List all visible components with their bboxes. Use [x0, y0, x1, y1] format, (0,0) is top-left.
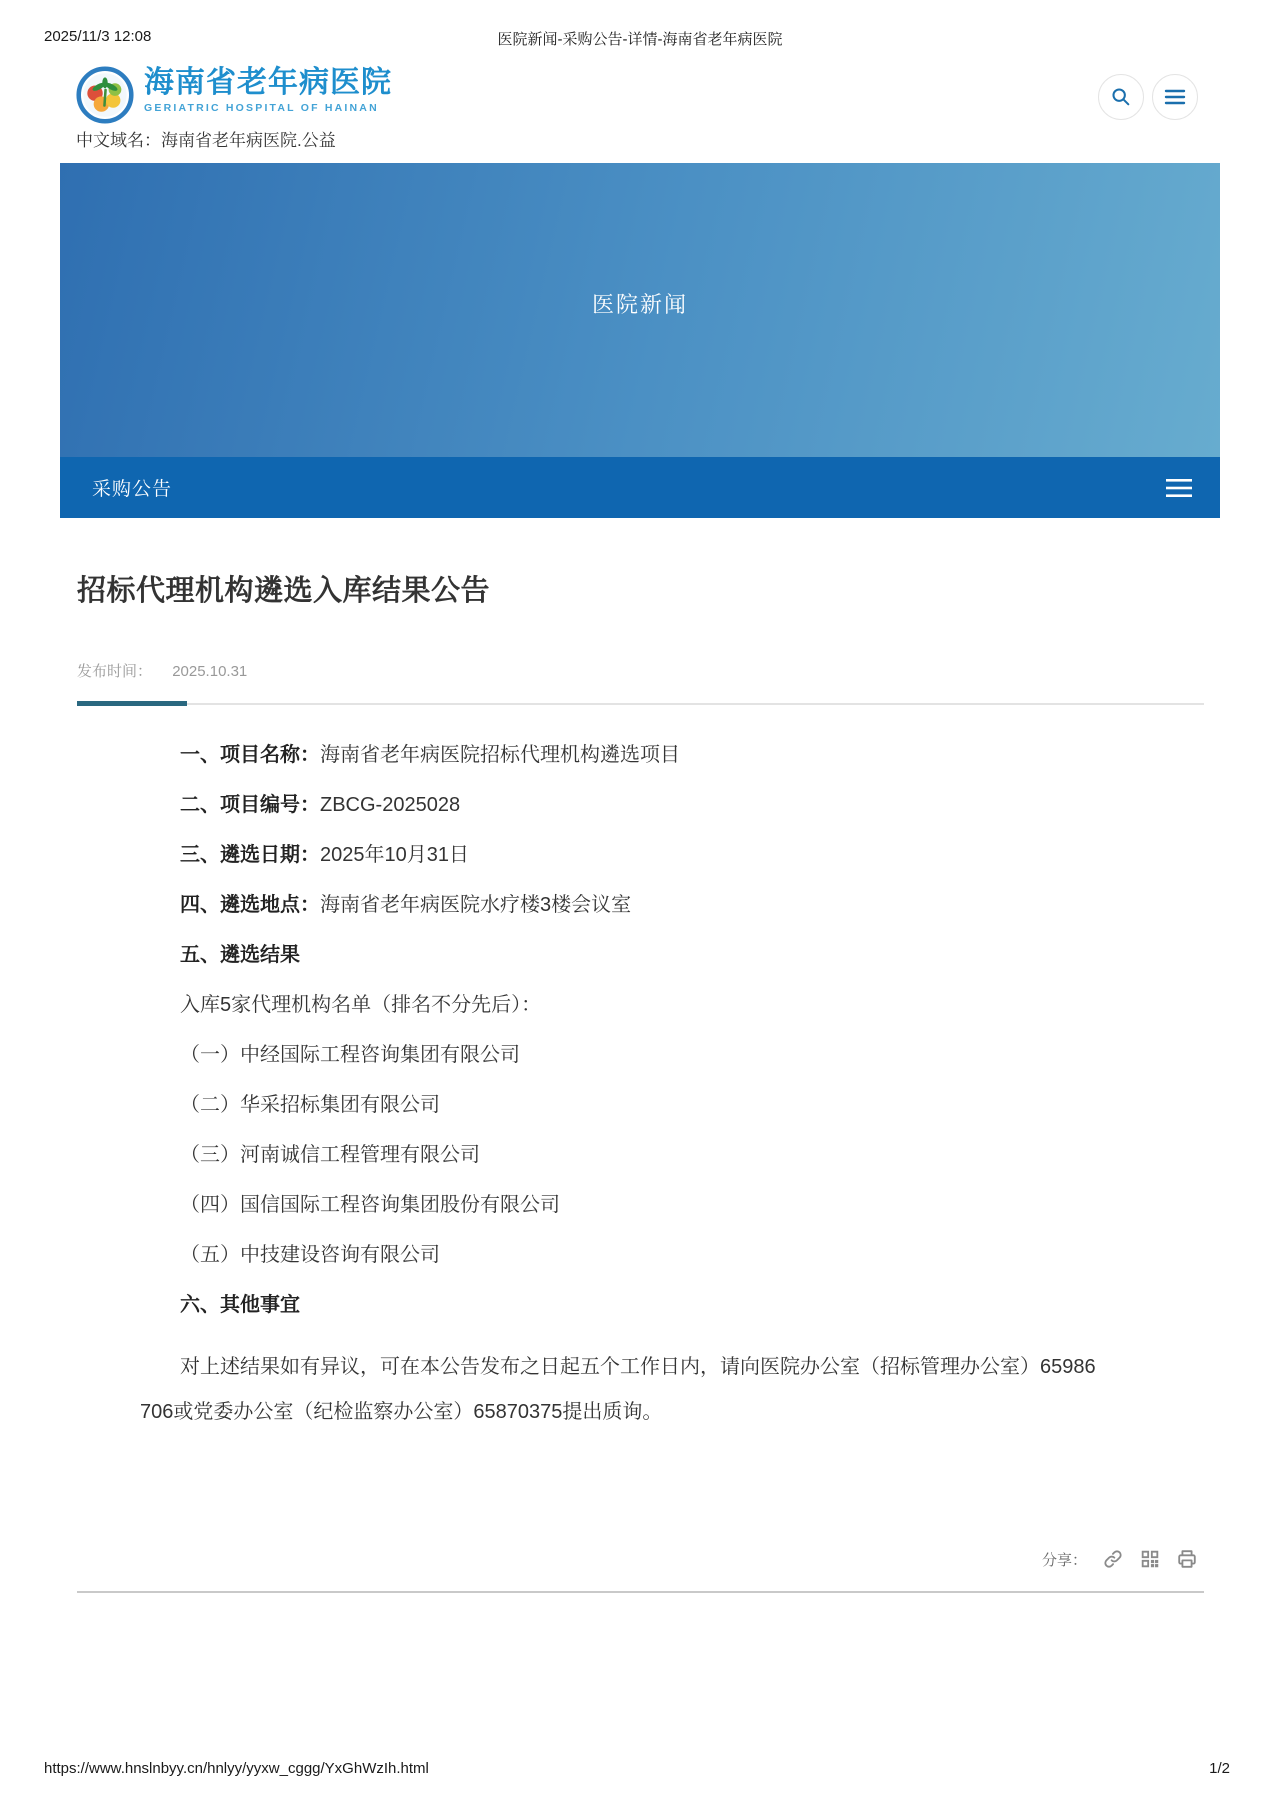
- menu-icon: [1166, 479, 1192, 497]
- paragraph-text: （一）中经国际工程咨询集团有限公司: [180, 1044, 520, 1066]
- print-share-button[interactable]: [1176, 1548, 1198, 1570]
- meta-divider: [77, 703, 1204, 705]
- paragraph-text: 对上述结果如有异议，可在本公告发布之日起五个工作日内，请向医院办公室（招标管理办公室）65986706或党委办公室（纪检监察办公室）65870375提出质询。: [140, 1356, 1096, 1423]
- banner: [60, 163, 1220, 457]
- article-paragraph: [140, 795, 1140, 815]
- article-paragraph: [140, 945, 1140, 965]
- article-paragraph: [140, 995, 1140, 1015]
- article-paragraph: [140, 1045, 1140, 1065]
- paragraph-text: 2025年10月31日: [320, 844, 469, 866]
- category-bar: [60, 457, 1220, 518]
- article-paragraph: [140, 1345, 1102, 1435]
- qrcode-icon: [1139, 1548, 1161, 1570]
- article-paragraph: [140, 745, 1140, 765]
- share-label: 分享：: [1041, 1551, 1087, 1569]
- menu-button[interactable]: [1152, 74, 1198, 120]
- paragraph-text: （五）中技建设咨询有限公司: [180, 1244, 440, 1266]
- menu-icon: [1164, 88, 1186, 106]
- logo-text: [144, 66, 392, 114]
- article-paragraph: [140, 895, 1140, 915]
- copy-link-button[interactable]: [1102, 1548, 1124, 1570]
- paragraph-label: 一、项目名称：: [180, 744, 320, 766]
- paragraph-text: （二）华采招标集团有限公司: [180, 1094, 440, 1116]
- paragraph-label: 四、遴选地点：: [180, 894, 320, 916]
- article-paragraph: [140, 845, 1140, 865]
- paragraph-text: 海南省老年病医院招标代理机构遴选项目: [320, 744, 680, 766]
- share-bar: [1042, 1548, 1198, 1570]
- paragraph-text: （三）河南诚信工程管理有限公司: [180, 1144, 480, 1166]
- publish-time-value: 2025.10.31: [172, 663, 248, 680]
- article-paragraph: [140, 1145, 1140, 1165]
- article-paragraph: [140, 1245, 1140, 1265]
- paragraph-label: 三、遴选日期：: [180, 844, 320, 866]
- paragraph-text: 入库5家代理机构名单（排名不分先后）：: [180, 994, 542, 1016]
- article-paragraph: [140, 1095, 1140, 1115]
- category-label: 采购公告: [92, 479, 173, 500]
- article-title: 招标代理机构遴选入库结果公告: [77, 575, 491, 607]
- domain-label: 中文域名：海南省老年病医院.公益: [76, 131, 336, 150]
- banner-title: 医院新闻: [591, 291, 688, 317]
- paragraph-text: 海南省老年病医院水疗楼3楼会议室: [320, 894, 632, 916]
- paragraph-label: 二、项目编号：: [180, 794, 320, 816]
- footer-page-number: 1/2: [1209, 1760, 1230, 1777]
- article-paragraph: [140, 1295, 1140, 1315]
- printer-icon: [1176, 1548, 1198, 1570]
- hospital-emblem-icon: [76, 66, 134, 124]
- paragraph-text: ZBCG-2025028: [320, 794, 461, 816]
- print-title: 医院新闻-采购公告-详情-海南省老年病医院: [497, 31, 783, 48]
- publish-time-label: 发布时间：: [77, 663, 153, 680]
- print-timestamp: 2025/11/3 12:08: [44, 28, 152, 45]
- publish-meta: [77, 660, 247, 681]
- paragraph-label: 五、遴选结果: [180, 944, 300, 966]
- paragraph-text: （四）国信国际工程咨询集团股份有限公司: [180, 1194, 560, 1216]
- article-body: [140, 735, 1140, 1435]
- article-paragraph: [140, 1195, 1140, 1215]
- search-button[interactable]: [1098, 74, 1144, 120]
- link-icon: [1102, 1548, 1124, 1570]
- footer-url: https://www.hnslnbyy.cn/hnlyy/yyxw_cggg/YxGhWzIh.html: [44, 1760, 429, 1777]
- paragraph-label: 六、其他事宜: [180, 1294, 300, 1316]
- hospital-logo[interactable]: [76, 66, 392, 124]
- search-icon: [1110, 86, 1132, 108]
- bottom-divider: [77, 1591, 1204, 1593]
- category-menu-button[interactable]: [1166, 479, 1192, 497]
- qrcode-share-button[interactable]: [1139, 1548, 1161, 1570]
- hospital-name-en: GERIATRIC HOSPITAL OF HAINAN: [144, 102, 379, 114]
- hospital-name: 海南省老年病医院: [144, 66, 392, 99]
- header-actions: [1098, 74, 1198, 120]
